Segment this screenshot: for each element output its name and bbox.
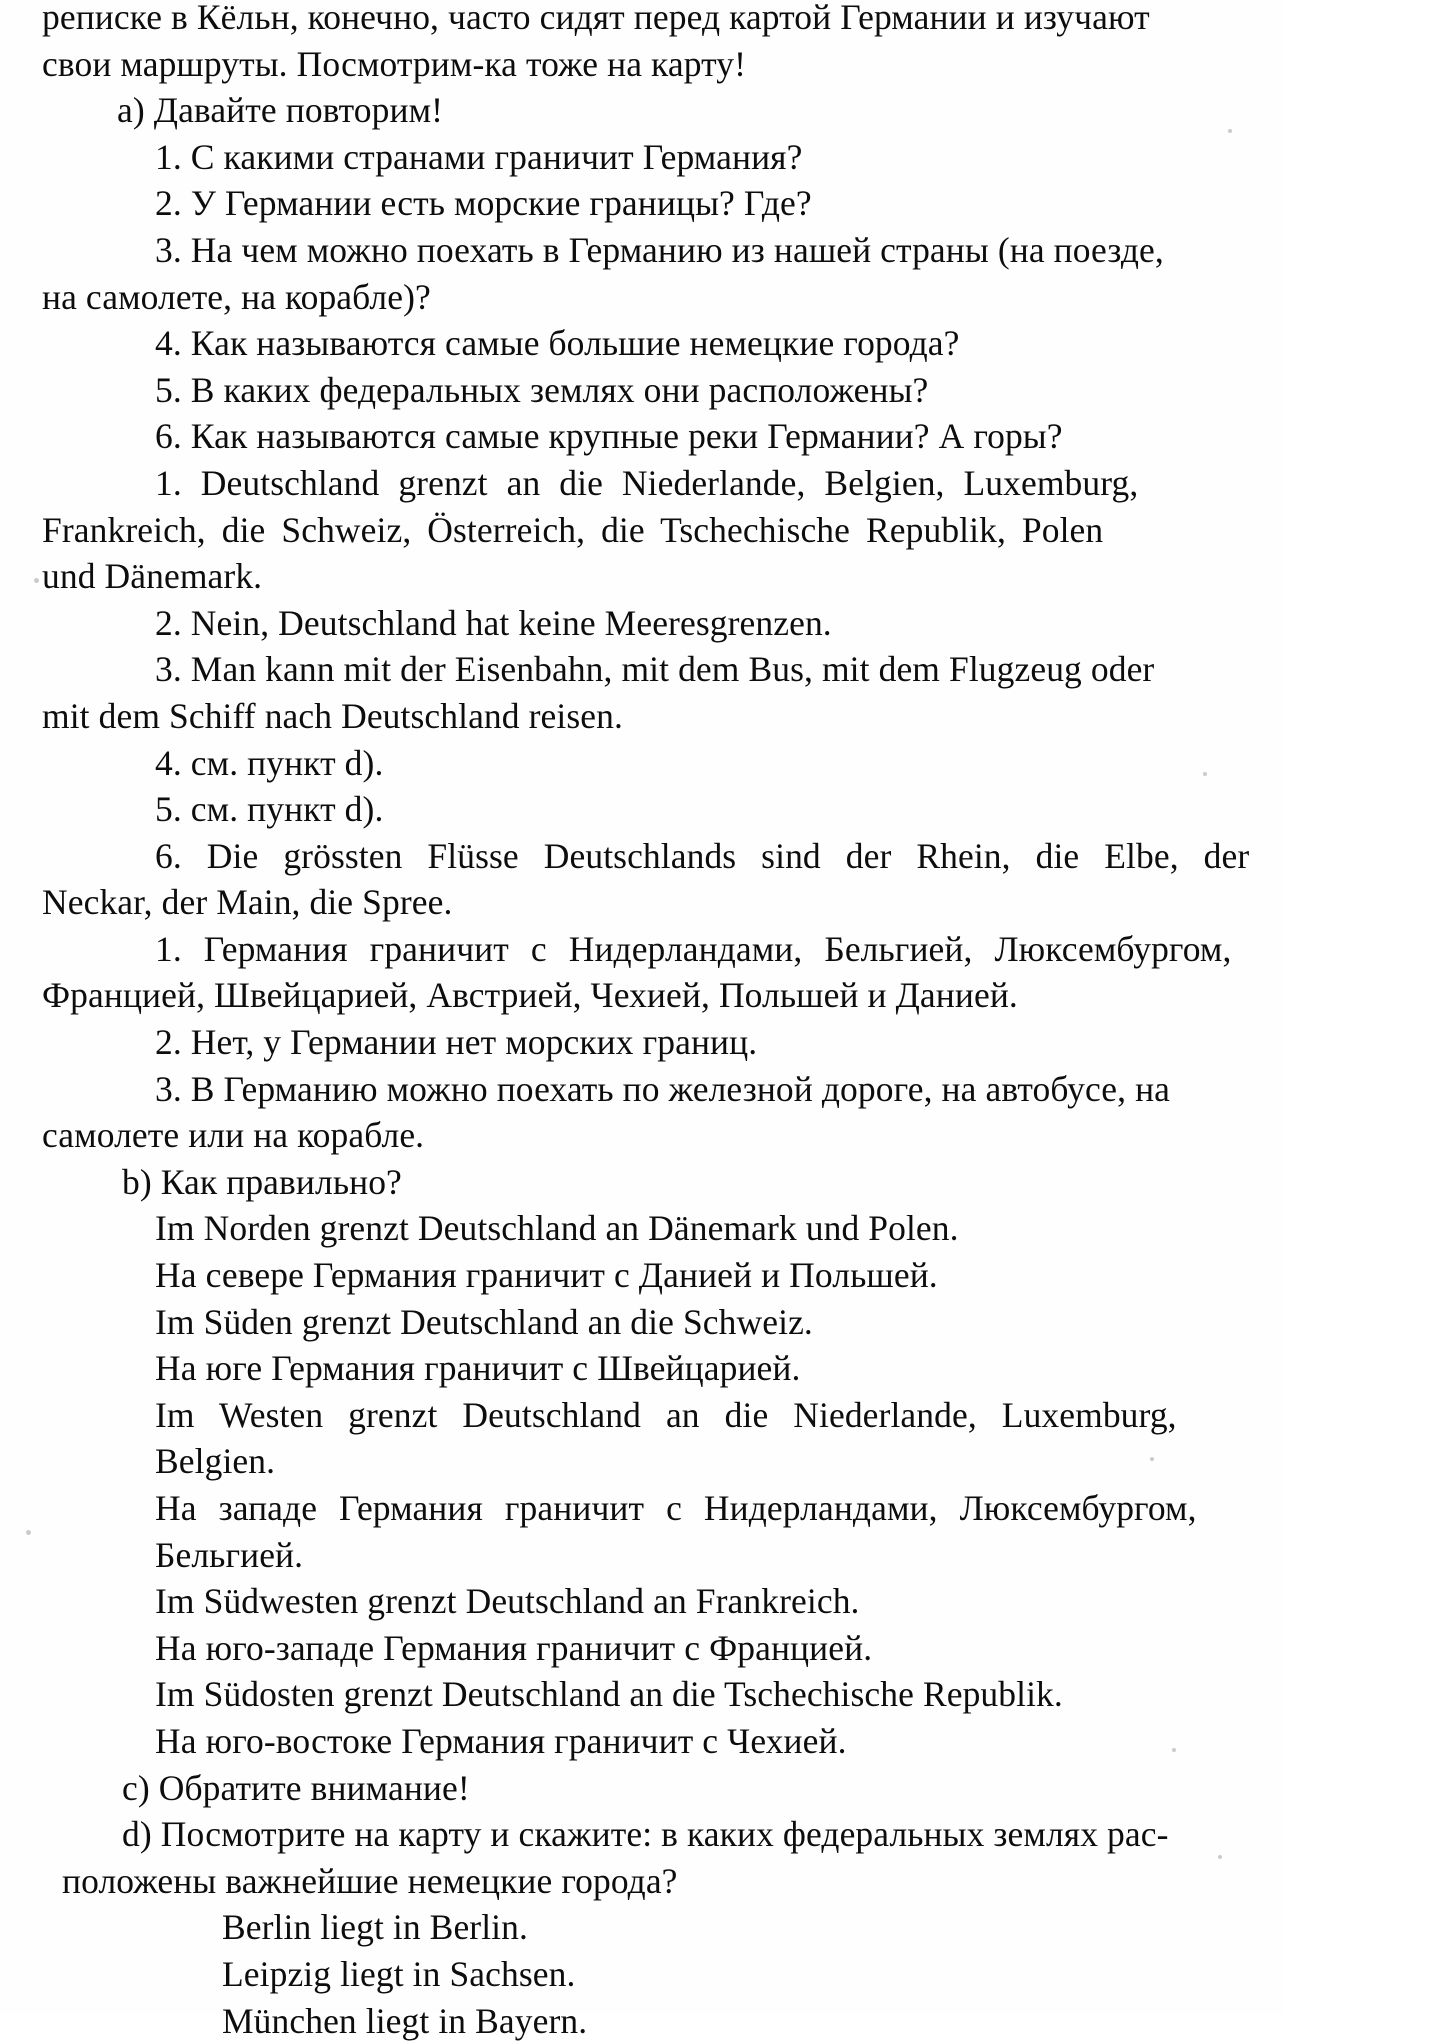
text-line: 4. Как называются самые большие немецкие города? — [155, 323, 960, 364]
scan-speck — [1218, 1855, 1222, 1859]
text-line: 1. Германия граничит с Нидерландами, Бельгией, Люксембургом, — [155, 928, 1232, 969]
text-line: 3. Man kann mit der Eisenbahn, mit dem Bus, mit dem Flugzeug oder — [155, 649, 1155, 690]
text-line: d) Посмотрите на карту и скажите: в каких федеральных землях рас- — [122, 1814, 1169, 1855]
text-line: Im Südosten grenzt Deutschland an die Tschechische Republik. — [155, 1674, 1063, 1715]
text-line: 6. Die grössten Flüsse Deutschlands sind der Rhein, die Elbe, der — [155, 835, 1250, 876]
text-line: положены важнейшие немецкие города? — [62, 1860, 678, 1901]
text-line: c) Обратите внимание! — [122, 1767, 470, 1808]
text-line: На севере Германия граничит с Данией и Польшей. — [155, 1255, 938, 1296]
text-line: 2. Nein, Deutschland hat keine Meeresgrenzen. — [155, 602, 832, 643]
text-line: Frankreich, die Schweiz, Österreich, die Tschechische Republik, Polen — [42, 509, 1104, 550]
text-line: Im Südwesten grenzt Deutschland an Frankreich. — [155, 1581, 860, 1622]
text-line: b) Как правильно? — [122, 1161, 402, 1202]
scan-speck — [1228, 129, 1232, 133]
scan-speck — [34, 578, 39, 583]
text-line: a) Давайте повторим! — [117, 90, 444, 131]
text-line: Belgien. — [155, 1441, 276, 1482]
text-line: На юго-востоке Германия граничит с Чехией. — [155, 1720, 847, 1761]
text-line: Neckar, der Main, die Spree. — [42, 882, 453, 923]
scan-speck — [1203, 772, 1207, 776]
scan-speck — [1172, 1748, 1176, 1752]
text-line: 2. У Германии есть морские границы? Где? — [155, 183, 812, 224]
text-line: mit dem Schiff nach Deutschland reisen. — [42, 695, 623, 736]
text-line: На юго-западе Германия граничит с Францией. — [155, 1627, 873, 1668]
text-line: 6. Как называются самые крупные реки Германии? А горы? — [155, 416, 1063, 457]
text-line: на самолете, на корабле)? — [42, 276, 431, 317]
text-line: Im Norden grenzt Deutschland an Dänemark und Polen. — [155, 1208, 959, 1249]
text-line: Францией, Швейцарией, Австрией, Чехией, Польшей и Данией. — [42, 975, 1018, 1016]
text-line: 2. Нет, у Германии нет морских границ. — [155, 1022, 758, 1063]
text-line: На юге Германия граничит с Швейцарией. — [155, 1348, 801, 1389]
text-line: 5. В каких федеральных землях они расположены? — [155, 369, 929, 410]
text-line: 1. С какими странами граничит Германия? — [155, 136, 803, 177]
text-line: свои маршруты. Посмотрим-ка тоже на карту! — [42, 43, 747, 84]
text-line: 3. На чем можно поехать в Германию из нашей страны (на поезде, — [155, 229, 1164, 270]
text-line: Leipzig liegt in Sachsen. — [222, 1953, 576, 1994]
text-line: На западе Германия граничит с Нидерландами, Люксембургом, — [155, 1488, 1197, 1528]
text-line: 3. В Германию можно поехать по железной дороге, на автобусе, на — [155, 1068, 1171, 1109]
text-line: 1. Deutschland grenzt an die Niederlande, Belgien, Luxemburg, — [155, 462, 1139, 503]
text-line: München liegt in Bayern. — [222, 2000, 588, 2041]
text-line: реписке в Кёльн, конечно, часто сидят перед картой Германии и изучают — [42, 0, 1150, 37]
text-line: самолете или на корабле. — [42, 1115, 425, 1156]
text-line: Berlin liegt in Berlin. — [222, 1907, 528, 1948]
text-line: Im Westen grenzt Deutschland an die Niederlande, Luxemburg, — [155, 1394, 1177, 1435]
scan-speck — [1150, 1457, 1154, 1461]
text-line: 5. см. пункт d). — [155, 789, 384, 830]
text-line: und Dänemark. — [42, 556, 263, 597]
text-line: Бельгией. — [155, 1534, 304, 1575]
text-line: Im Süden grenzt Deutschland an die Schweiz. — [155, 1301, 813, 1342]
text-line: 4. см. пункт d). — [155, 742, 384, 783]
scan-speck — [26, 1530, 31, 1535]
